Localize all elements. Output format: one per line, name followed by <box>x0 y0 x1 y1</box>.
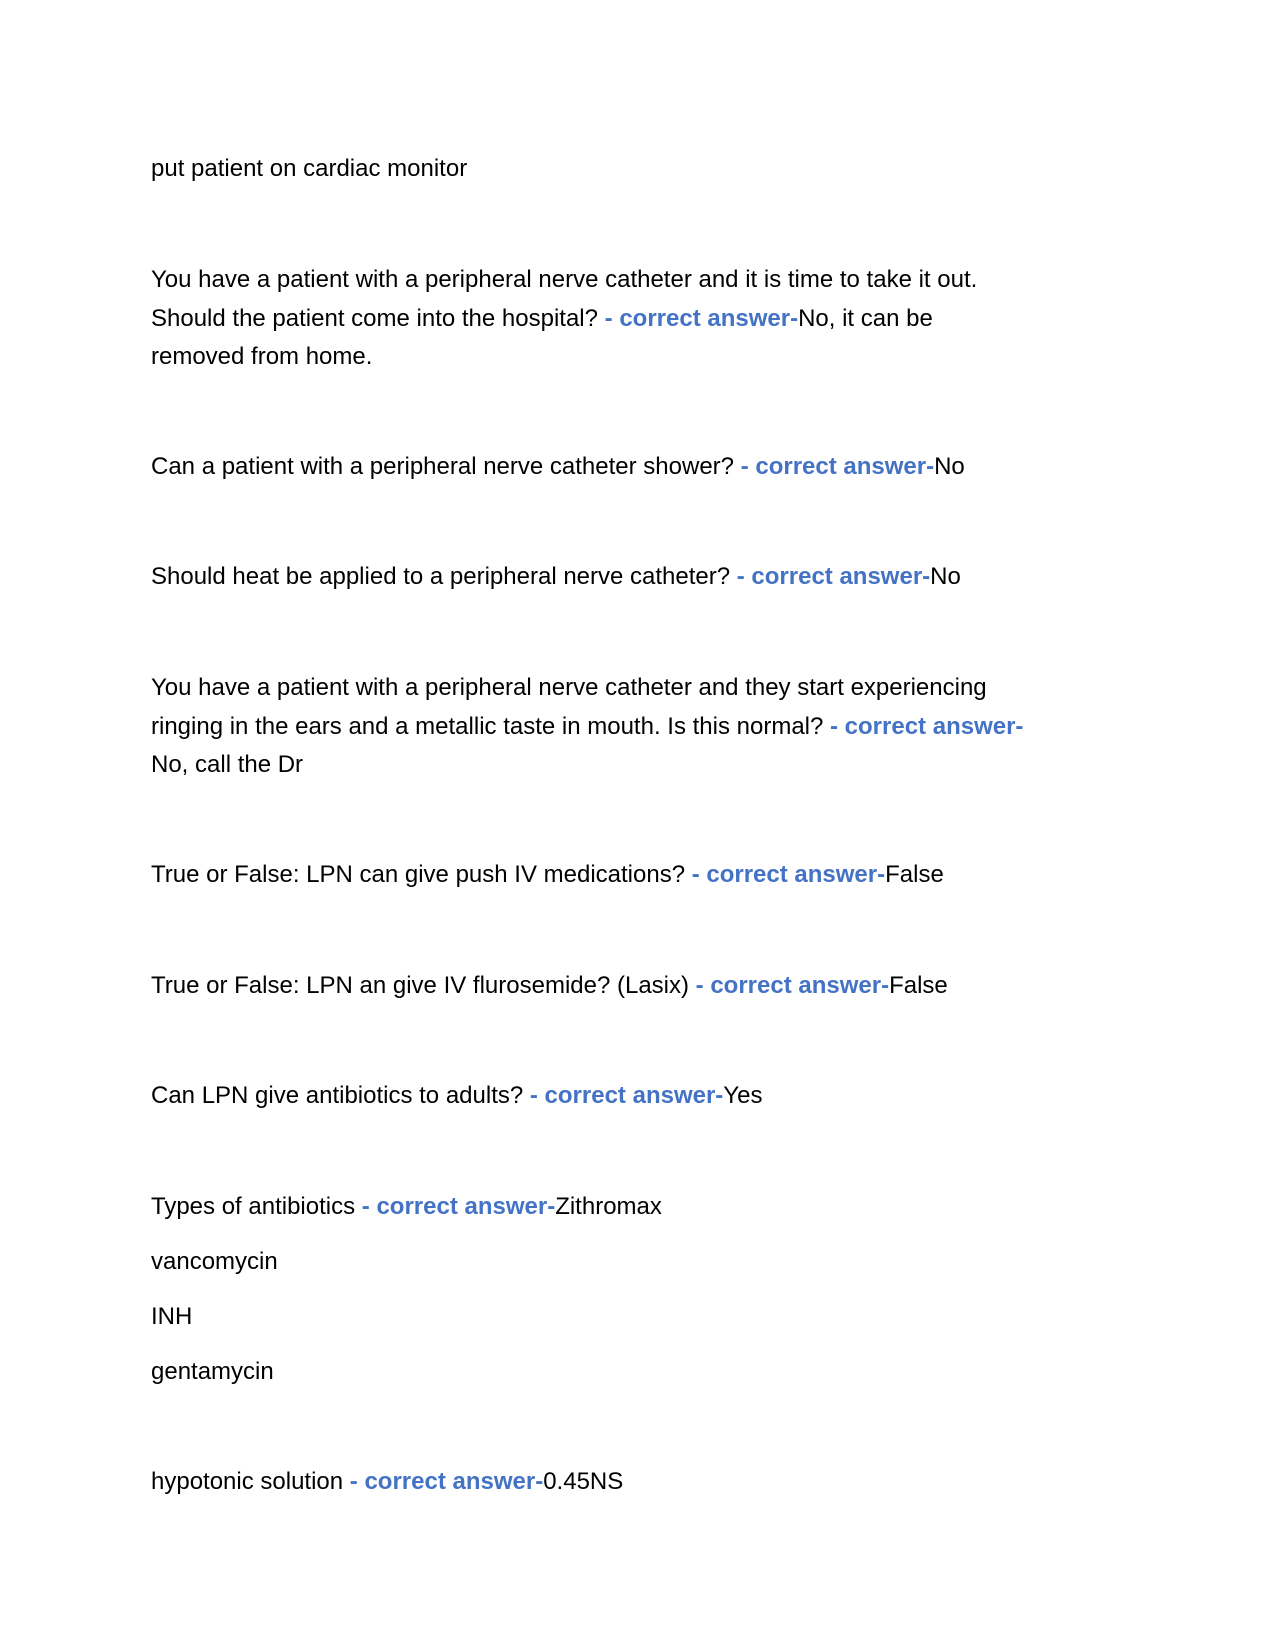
qa-antibiotic-types <box>151 1188 1131 1227</box>
answer-label: - correct answer- <box>349 1468 544 1495</box>
question-answer-line <box>151 708 1131 747</box>
qa-lpn-iv-push <box>151 856 1131 895</box>
antibiotic-list-item: gentamycin <box>151 1358 274 1385</box>
answer-text-continued: removed from home. <box>151 343 373 370</box>
qa-catheter-toxicity <box>151 669 1131 785</box>
question-text: Should the patient come into the hospital? <box>151 304 605 332</box>
question-answer-line <box>151 448 1131 487</box>
question-text: Should heat be applied to a peripheral nerve catheter? <box>151 563 737 590</box>
question-text: True or False: LPN an give IV flurosemide? (Lasix) <box>151 972 696 999</box>
qa-nerve-catheter-removal <box>151 261 1131 377</box>
antibiotic-list-item: vancomycin <box>151 1248 278 1275</box>
qa-catheter-shower <box>151 448 1131 487</box>
answer-label: - correct answer- <box>736 563 931 590</box>
question-text: hypotonic solution <box>151 1468 350 1495</box>
antibiotic-list-item: INH <box>151 1303 193 1330</box>
question-text: ringing in the ears and a metallic taste in mouth. Is this normal? <box>151 712 831 740</box>
question-text: Types of antibiotics <box>151 1193 362 1220</box>
answer-text: No <box>930 563 961 590</box>
answer-text: Yes <box>723 1082 763 1109</box>
qa-lpn-antibiotics <box>151 1077 1131 1116</box>
question-text: You have a patient with a peripheral nerve catheter and it is time to take it out. <box>151 266 978 293</box>
question-text: You have a patient with a peripheral nerve catheter and they start experiencing <box>151 674 987 701</box>
question-answer-line <box>151 1077 1131 1116</box>
qa-lpn-furosemide <box>151 967 1131 1006</box>
question-answer-line <box>151 967 1131 1006</box>
question-answer-line <box>151 1188 1131 1227</box>
answer-text: No <box>934 453 965 480</box>
answer-label: - correct answer- <box>830 712 1024 740</box>
answer-label: - correct answer- <box>740 453 935 480</box>
question-answer-line <box>151 300 1131 339</box>
question-answer-line <box>151 558 1131 597</box>
answer-text: No, it can be <box>798 304 933 332</box>
answer-label: - correct answer- <box>604 304 799 332</box>
question-answer-line <box>151 856 1131 895</box>
answer-text: 0.45NS <box>543 1468 624 1495</box>
answer-text: False <box>885 861 944 888</box>
question-text: Can a patient with a peripheral nerve catheter shower? <box>151 453 741 480</box>
question-text: Can LPN give antibiotics to adults? <box>151 1082 530 1109</box>
answer-label: - correct answer- <box>691 861 886 888</box>
note-cardiac-monitor <box>151 150 1131 189</box>
question-text: True or False: LPN can give push IV medications? <box>151 861 692 888</box>
answer-text: Zithromax <box>555 1193 662 1220</box>
note-text: put patient on cardiac monitor <box>151 155 468 182</box>
qa-catheter-heat <box>151 558 1131 597</box>
answer-label: - correct answer- <box>361 1193 556 1220</box>
question-answer-line <box>151 1463 1131 1502</box>
qa-hypotonic-solution <box>151 1463 1131 1502</box>
answer-label: - correct answer- <box>695 972 890 999</box>
answer-text: False <box>889 972 948 999</box>
answer-text: No, call the Dr <box>151 751 304 778</box>
answer-label: - correct answer- <box>529 1082 724 1109</box>
